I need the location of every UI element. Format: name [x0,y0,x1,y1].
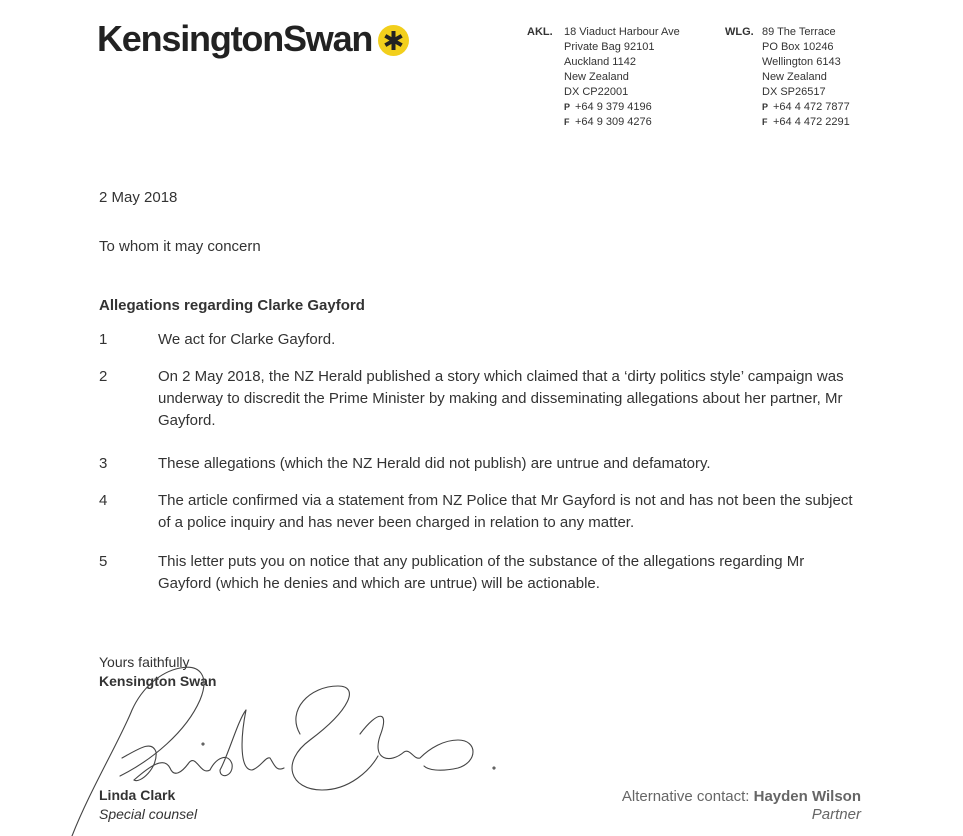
alt-contact-role: Partner [811,806,861,823]
address-line: Wellington 6143 [762,56,841,68]
phone-number: +64 9 379 4196 [575,101,652,113]
phone-line [564,100,680,115]
phone-label: P [564,102,571,112]
paragraph [99,366,859,432]
fax-line [564,115,680,130]
fax-label: F [564,117,570,127]
address-line: New Zealand [762,71,827,83]
paragraph [99,490,859,534]
office-code: WLG. [725,26,754,38]
paragraph [99,329,859,351]
paragraph-text: On 2 May 2018, the NZ Herald published a story which claimed that a ‘dirty politics style’ campaign was underway to discredit the Prime Minister by making and disseminating allegations about her partner, Mr Gayford. [158,368,844,429]
phone-number: +64 4 472 7877 [773,101,850,113]
address-line: DX SP26517 [762,86,826,98]
closing: Yours faithfully [99,654,190,670]
alt-contact-name: Hayden Wilson [753,788,861,805]
paragraph [99,551,859,595]
office-address-wellington [725,25,850,130]
address-line: PO Box 10246 [762,41,834,53]
office-code: AKL. [527,26,553,38]
paragraph-number: 3 [99,455,108,472]
address-line: 18 Viaduct Harbour Ave [564,26,680,38]
fax-number: +64 9 309 4276 [575,116,652,128]
paragraph-number: 4 [99,492,108,509]
paragraph-text: These allegations (which the NZ Herald did not publish) are untrue and defamatory. [158,455,711,472]
paragraph-text: The article confirmed via a statement from NZ Police that Mr Gayford is not and has not been the subject of a police inquiry and has never been charged in relation to any matter. [158,492,853,531]
fax-line [762,115,850,130]
paragraph-number: 5 [99,553,108,570]
paragraph [99,453,859,475]
address-line: New Zealand [564,71,629,83]
asterisk-icon [378,25,409,56]
company-logo [97,18,409,60]
brand-name: KensingtonSwan [97,18,373,59]
letter-date: 2 May 2018 [99,189,178,206]
firm-name: Kensington Swan [99,673,217,689]
fax-label: F [762,117,768,127]
paragraph-number: 1 [99,331,108,348]
address-line: DX CP22001 [564,86,629,98]
address-line: Private Bag 92101 [564,41,655,53]
phone-line [762,100,850,115]
salutation: To whom it may concern [99,238,261,255]
office-address-auckland [527,25,680,130]
paragraph-text: We act for Clarke Gayford. [158,331,336,348]
paragraph-number: 2 [99,368,108,385]
phone-label: P [762,102,769,112]
alternative-contact [622,788,861,805]
signer-role: Special counsel [99,806,198,822]
paragraph-text: This letter puts you on notice that any publication of the substance of the allegations regarding Mr Gayford (which he denies and which are untrue) will be actionable. [158,553,805,592]
signer-name: Linda Clark [99,787,176,803]
fax-number: +64 4 472 2291 [773,116,850,128]
address-line: Auckland 1142 [564,56,636,68]
address-line: 89 The Terrace [762,26,836,38]
alt-contact-label: Alternative contact: [621,788,750,805]
letter-heading: Allegations regarding Clarke Gayford [99,297,365,314]
